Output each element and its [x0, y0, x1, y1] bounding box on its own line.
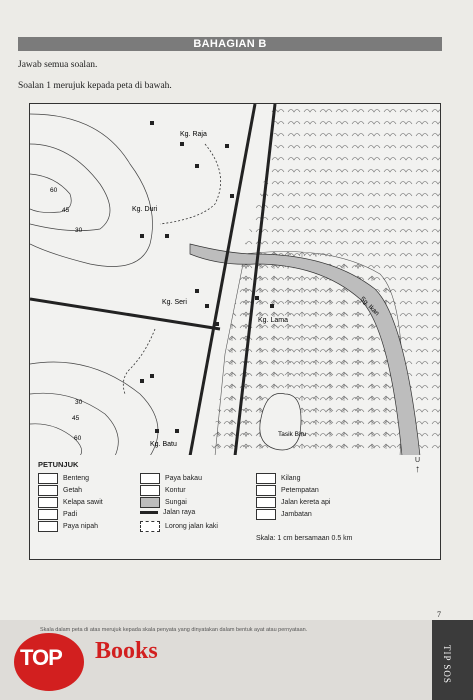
legend-item-petempatan: Petempatan — [256, 485, 319, 496]
legend-item-jalan-raya: Jalan raya — [140, 509, 195, 516]
label-tasik-biru: Tasik Biru — [278, 431, 307, 438]
map-scale: Skala: 1 cm bersamaan 0.5 km — [256, 535, 353, 542]
arrow-up-icon: ↑ — [415, 464, 421, 475]
contour-label-45b: 45 — [72, 415, 80, 422]
legend-item-paya-bakau: Paya bakau — [140, 473, 202, 484]
legend-item-padi: Padi — [38, 509, 77, 520]
logo-books: Books — [95, 638, 158, 664]
nipah-swamp-icon — [38, 521, 58, 532]
legend-item-benteng: Benteng — [38, 473, 89, 484]
brand-logo — [14, 633, 94, 691]
legend-item-sungai: Sungai — [140, 497, 187, 508]
paddy-area — [215, 252, 403, 457]
factory-icon — [256, 473, 276, 484]
legend-item-lorong: Lorong jalan kaki — [140, 521, 218, 532]
label-kg-batu: Kg. Batu — [150, 441, 177, 448]
label-sg-ikan: Sg. Ikan — [358, 295, 381, 318]
footpath-1 — [160, 144, 221, 224]
contour-icon — [140, 485, 160, 496]
legend-item-kelapa-sawit: Kelapa sawit — [38, 497, 103, 508]
legend-item-kilang: Kilang — [256, 473, 300, 484]
contour-label-30b: 30 — [75, 399, 83, 406]
footpath-2 — [123, 329, 155, 394]
river-icon — [140, 497, 160, 508]
contour-label-30: 30 — [75, 227, 83, 234]
footpath-icon — [140, 521, 160, 532]
north-arrow: U ↑ — [415, 457, 421, 475]
cross-road — [30, 299, 220, 329]
map-legend — [29, 455, 441, 560]
contour-label-45: 45 — [62, 207, 70, 214]
contour-label-60b: 60 — [74, 435, 82, 442]
bridge-icon — [256, 509, 276, 520]
rubber-icon — [38, 485, 58, 496]
oil-palm-icon — [38, 497, 58, 508]
side-tab: TIP SOS — [432, 620, 473, 700]
legend-item-jalan-kereta-api: Jalan kereta api — [256, 497, 330, 508]
map-drawing — [30, 104, 440, 456]
label-kg-seri: Kg. Seri — [162, 299, 187, 306]
instruction-line-2: Soalan 1 merujuk kepada peta di bawah. — [18, 81, 172, 91]
page-number: 7 — [437, 610, 441, 619]
instruction-line-1: Jawab semua soalan. — [18, 60, 98, 70]
legend-item-getah: Getah — [38, 485, 82, 496]
paddy-icon — [38, 509, 58, 520]
road-icon — [140, 511, 158, 514]
section-title: BAHAGIAN B — [193, 38, 267, 50]
logo-top: TOP — [20, 645, 62, 670]
section-header — [18, 37, 442, 51]
legend-item-paya-nipah: Paya nipah — [38, 521, 98, 532]
footnote: Skala dalam peta di atas merujuk kepada skala penyata yang dinyatakan dalam bentuk ayat atau pernyataan. — [40, 627, 308, 633]
mangrove-icon — [140, 473, 160, 484]
legend-item-jambatan: Jambatan — [256, 509, 312, 520]
railway-icon — [256, 497, 276, 508]
label-kg-lama: Kg. Lama — [258, 317, 288, 324]
rampart-icon — [38, 473, 58, 484]
label-kg-duri: Kg. Duri — [132, 206, 158, 213]
contour-label-60: 60 — [50, 187, 58, 194]
legend-title: PETUNJUK — [38, 460, 79, 469]
legend-item-kontur: Kontur — [140, 485, 186, 496]
settlement-icon — [256, 485, 276, 496]
label-kg-raja: Kg. Raja — [180, 131, 207, 138]
topographic-map — [29, 103, 441, 457]
contour-lines — [30, 114, 158, 456]
